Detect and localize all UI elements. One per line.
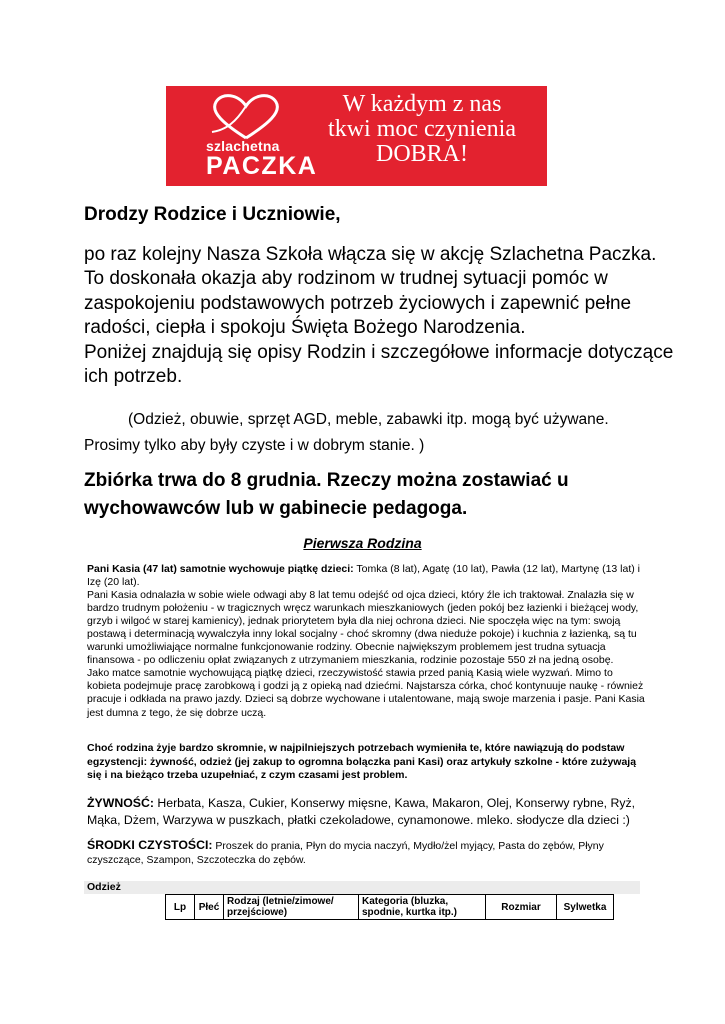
needs-line: się i na bieżąco trzeba uzupełniać, z czym czasami jest problem. <box>87 769 408 781</box>
heart-ribbon-icon <box>206 92 286 142</box>
family-title: Pierwsza Rodzina <box>303 535 422 551</box>
cleaning-items: Proszek do prania, Płyn do mycia naczyń, Mydło/żel myjący, Pasta do zębów, Płyny <box>212 840 604 852</box>
greeting-heading: Drodzy Rodzice i Uczniowie, <box>84 204 341 225</box>
description-line: Izę (20 lat). <box>87 576 140 589</box>
family-description <box>87 563 647 720</box>
used-items-note <box>84 407 654 459</box>
note-line: Prosimy tylko aby były czyste i w dobrym stanie. ) <box>84 437 425 454</box>
column-header: Płeć <box>195 895 224 920</box>
cleaning-line <box>87 839 647 854</box>
food-list <box>87 795 647 829</box>
collection-deadline <box>84 467 654 523</box>
deadline-line: wychowawców lub w gabinecie pedagoga. <box>84 498 468 519</box>
clothes-table <box>165 894 614 920</box>
slogan-line: W każdym z nas <box>342 91 502 117</box>
slogan-line: tkwi moc czynienia <box>328 116 516 142</box>
description-line: grzyb i wilgoć w starej kamienicy), jednak priorytetem była dla niej ochrona dzieci. Nie spoczęła więc na tym: swoją <box>87 615 621 628</box>
intro-paragraph <box>84 243 674 389</box>
description-line <box>87 563 647 576</box>
cleaning-supplies-list <box>87 839 647 867</box>
logo-banner <box>166 86 547 186</box>
family-lead: Pani Kasia (47 lat) samotnie wychowuje piątkę dzieci: <box>87 563 354 575</box>
note-line: (Odzież, obuwie, sprzęt AGD, meble, zabawki itp. mogą być używane. <box>128 411 609 428</box>
intro-line: po raz kolejny Nasza Szkoła włącza się w akcję Szlachetna Paczka. <box>84 244 657 265</box>
deadline-line: Zbiórka trwa do 8 grudnia. Rzeczy można zostawiać u <box>84 470 569 491</box>
slogan <box>302 92 542 167</box>
description-line: pracuje i odkłada na prawo jazdy. Dzieci są dobrze wychowane i utalentowane, mają swoje marzenia i pasje. Pani Kasia <box>87 693 645 706</box>
description-line: postawą i determinacją wywalczyła inny lokal socjalny - choć skromny (dwa nieduże pokoje) i kuchnia z łazienką, są tu <box>87 628 637 641</box>
food-items: Herbata, Kasza, Cukier, Konserwy mięsne, Kawa, Makaron, Olej, Konserwy rybne, Ryż, <box>153 796 636 810</box>
brand-line-1: szlachetna <box>206 138 280 154</box>
family-lead-rest: Tomka (8 lat), Agatę (10 lat), Pawła (12 lat), Martynę (13 lat) i <box>353 563 641 575</box>
column-header: Kategoria (bluzka, spodnie, kurtka itp.) <box>359 895 486 920</box>
cleaning-line: czyszczące, Szampon, Szczoteczka do zębów. <box>87 853 306 866</box>
description-line: bardzo trudnym położeniu - w tragicznych wręcz warunkach mieszkaniowych (jeden pokój bez łazienki i bieżącej wody, <box>87 602 639 615</box>
column-header: Lp <box>166 895 195 920</box>
intro-line: Poniżej znajdują się opisy Rodzin i szczegółowe informacje dotyczące <box>84 341 674 363</box>
intro-line: To doskonała okazja aby rodzinom w trudnej sytuacji pomóc w <box>84 268 608 290</box>
brand-line-2: PACZKA <box>206 152 318 180</box>
cleaning-label: ŚRODKI CZYSTOŚCI: <box>87 838 213 852</box>
column-header: Sylwetka <box>557 895 614 920</box>
needs-line: Choć rodzina żyje bardzo skromnie, w najpilniejszych potrzebach wymieniła te, które nawiązują do podstaw <box>87 742 625 754</box>
column-header: Rozmiar <box>486 895 557 920</box>
food-label: ŻYWNOŚĆ: <box>87 796 154 810</box>
column-header: Rodzaj (letnie/zimowe/ przejściowe) <box>224 895 359 920</box>
intro-line: ich potrzeb. <box>84 366 183 388</box>
clothes-label: Odzież <box>87 881 121 893</box>
intro-line: zaspokojeniu podstawowych potrzeb życiowych i zapewnić pełne <box>84 292 632 314</box>
table-header-row <box>166 895 614 920</box>
needs-line: egzystencji: żywność, odzież (jej zakup to ogromna bolączka pani Kasi) oraz artykuły szkolne - które zużywają <box>87 755 637 768</box>
description-line: warunki umożliwiające normalne funkcjonowanie rodziny. Obecnie największym problemem jest trudna sytuacja <box>87 641 606 654</box>
description-line: Pani Kasia odnalazła w sobie wiele odwagi aby 8 lat temu odejść od ojca dzieci, który źle ich traktował. Znalazła się w <box>87 589 634 602</box>
food-line <box>87 795 647 812</box>
description-line: kobieta podejmuje pracę zarobkową i godzi ją z opieką nad dziećmi. Najstarsza córka, choć kontynuuje naukę - również <box>87 680 644 693</box>
intro-line: radości, ciepła i spokoju Święta Bożego Narodzenia. <box>84 317 526 339</box>
description-line: finansowa - po odliczeniu opłat związanych z utrzymaniem mieszkania, rodzinie pozostaje 550 zł na jedną osobę. <box>87 654 614 667</box>
clothes-section-bar <box>84 881 640 894</box>
urgent-needs <box>87 742 647 783</box>
slogan-line: DOBRA! <box>375 141 468 167</box>
description-line: Jako matce samotnie wychowującą piątkę dzieci, rzeczywistość stawia przed panią Kasią wiele wyzwań. Mimo to <box>87 667 613 680</box>
food-line: Mąka, Dżem, Warzywa w puszkach, płatki czekoladowe, cynamonowe. mleko. słodycze dla dzieci :) <box>87 813 630 828</box>
description-line: jest dumna z tego, że się dobrze uczą. <box>87 706 267 719</box>
